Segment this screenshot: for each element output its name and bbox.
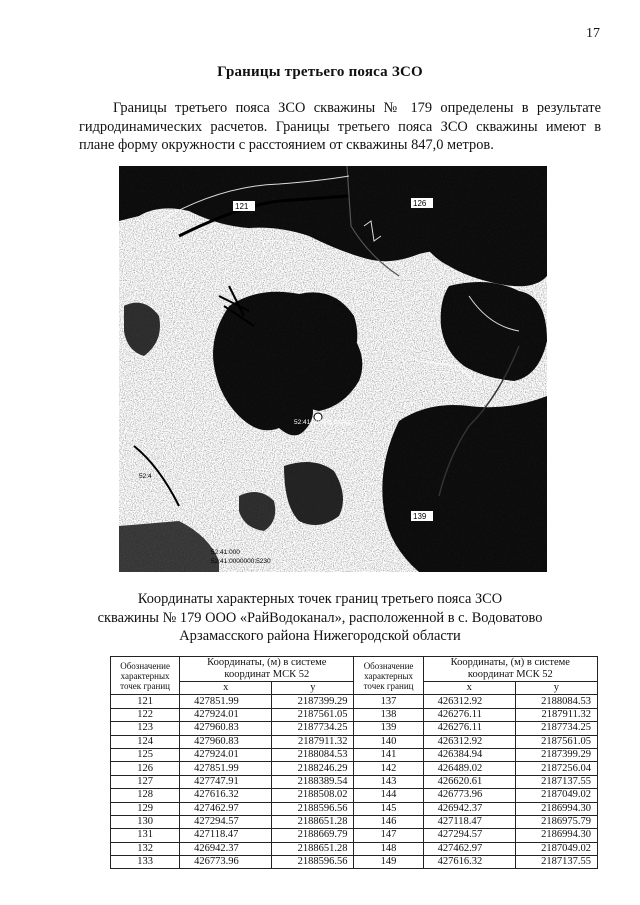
map-texture (119, 166, 547, 572)
cell-y: 2186975.79 (515, 815, 597, 828)
cell-y: 2188246.29 (272, 762, 354, 775)
cell-point: 147 (354, 829, 423, 842)
table-row (111, 695, 598, 708)
cell-x: 426942.37 (423, 802, 515, 815)
caption-line-2: скважины № 179 ООО «РайВодоканал», расположенной в с. Водоватово (97, 609, 543, 626)
cell-x: 427960.83 (180, 722, 272, 735)
table-row (111, 842, 598, 855)
cell-x: 427747.91 (180, 775, 272, 788)
cell-y: 2187734.25 (515, 722, 597, 735)
cell-point: 139 (354, 722, 423, 735)
cell-y: 2187137.55 (515, 856, 597, 869)
header-x-right: x (423, 682, 515, 695)
cell-point: 133 (111, 856, 180, 869)
cell-x: 427616.32 (180, 789, 272, 802)
map-label-139: 139 (413, 512, 427, 521)
caption-line-1: Координаты характерных точек границ третьего пояса ЗСО (137, 591, 503, 607)
zone-boundary-map (119, 166, 547, 572)
cell-x: 426384.94 (423, 748, 515, 761)
cell-point: 146 (354, 815, 423, 828)
map-label-cadastral-center: 52:41:0000000:1032 (294, 419, 354, 426)
cell-point: 129 (111, 802, 180, 815)
cell-x: 427851.99 (180, 695, 272, 708)
table-caption (0, 590, 640, 646)
cell-y: 2187256.04 (515, 762, 597, 775)
cell-point: 132 (111, 842, 180, 855)
table-header-row (111, 657, 598, 682)
header-coords-left: Координаты, (м) в системе координат МСК 52 (180, 657, 354, 682)
cell-point: 131 (111, 829, 180, 842)
cell-point: 125 (111, 748, 180, 761)
cell-x: 426773.96 (180, 856, 272, 869)
cell-point: 148 (354, 842, 423, 855)
cell-y: 2187049.02 (515, 789, 597, 802)
cell-x: 426312.92 (423, 695, 515, 708)
cell-x: 427851.99 (180, 762, 272, 775)
cell-point: 127 (111, 775, 180, 788)
cell-y: 2188596.56 (272, 802, 354, 815)
cell-y: 2188596.56 (272, 856, 354, 869)
cell-y: 2186994.30 (515, 802, 597, 815)
header-y-left: y (272, 682, 354, 695)
cell-y: 2187137.55 (515, 775, 597, 788)
cell-y: 2188651.28 (272, 842, 354, 855)
map-label-bottom-1: 52:41:000 (211, 549, 240, 556)
header-point-left: Обозначение характерных точек границ (111, 657, 180, 695)
cell-y: 2187911.32 (515, 708, 597, 721)
cell-y: 2188651.28 (272, 815, 354, 828)
cell-x: 427924.01 (180, 748, 272, 761)
cell-y: 2187561.05 (515, 735, 597, 748)
header-coords-right: Координаты, (м) в системе координат МСК 52 (423, 657, 597, 682)
cell-y: 2188508.02 (272, 789, 354, 802)
caption-line-3: Арзамасского района Нижегородской области (179, 628, 461, 644)
body-paragraph: Границы третьего пояса ЗСО скважины № 179 определены в результате гидродинамических расчетов. Границы третьего пояса ЗСО скважины имеют в плане форму окружности с расстоянием от скважины 847,0 метров. (79, 100, 601, 153)
cell-y: 2187561.05 (272, 708, 354, 721)
table-row (111, 762, 598, 775)
table-row (111, 802, 598, 815)
header-point-right: Обозначение характерных точек границ (354, 657, 423, 695)
cell-x: 427462.97 (423, 842, 515, 855)
cell-point: 123 (111, 722, 180, 735)
cell-x: 426773.96 (423, 789, 515, 802)
cell-x: 426942.37 (180, 842, 272, 855)
cell-point: 145 (354, 802, 423, 815)
cell-point: 144 (354, 789, 423, 802)
cell-point: 128 (111, 789, 180, 802)
cell-x: 427118.47 (180, 829, 272, 842)
table-row (111, 775, 598, 788)
table-row (111, 815, 598, 828)
cell-point: 121 (111, 695, 180, 708)
cell-point: 143 (354, 775, 423, 788)
map-label-left: 52:4 (139, 473, 152, 480)
cell-y: 2187911.32 (272, 735, 354, 748)
table-row (111, 748, 598, 761)
cell-x: 427462.97 (180, 802, 272, 815)
cell-point: 124 (111, 735, 180, 748)
page-heading: Границы третьего пояса ЗСО (217, 64, 423, 80)
cell-x: 426620.61 (423, 775, 515, 788)
cell-x: 427616.32 (423, 856, 515, 869)
cell-x: 426276.11 (423, 708, 515, 721)
cell-point: 126 (111, 762, 180, 775)
cell-point: 137 (354, 695, 423, 708)
map-label-126: 126 (413, 199, 427, 208)
cell-y: 2187399.29 (515, 748, 597, 761)
cell-point: 122 (111, 708, 180, 721)
cell-x: 426276.11 (423, 722, 515, 735)
cell-point: 141 (354, 748, 423, 761)
cell-x: 426312.92 (423, 735, 515, 748)
table-row (111, 708, 598, 721)
header-x-left: x (180, 682, 272, 695)
cell-y: 2187734.25 (272, 722, 354, 735)
cell-y: 2188084.53 (272, 748, 354, 761)
table-row (111, 722, 598, 735)
cell-x: 426489.02 (423, 762, 515, 775)
cell-point: 130 (111, 815, 180, 828)
header-y-right: y (515, 682, 597, 695)
cell-y: 2188669.79 (272, 829, 354, 842)
cell-y: 2187399.29 (272, 695, 354, 708)
cell-point: 138 (354, 708, 423, 721)
cell-x: 427294.57 (180, 815, 272, 828)
cell-x: 427960.83 (180, 735, 272, 748)
table-row (111, 856, 598, 869)
table-row (111, 735, 598, 748)
cell-point: 140 (354, 735, 423, 748)
cell-y: 2188084.53 (515, 695, 597, 708)
cell-x: 427294.57 (423, 829, 515, 842)
cell-y: 2188389.54 (272, 775, 354, 788)
cell-x: 427924.01 (180, 708, 272, 721)
map-image (119, 166, 547, 572)
cell-y: 2187049.02 (515, 842, 597, 855)
cell-x: 427118.47 (423, 815, 515, 828)
coordinates-table (110, 656, 598, 869)
cell-point: 142 (354, 762, 423, 775)
page-number: 17 (586, 26, 600, 41)
map-label-121: 121 (235, 202, 249, 211)
cell-point: 149 (354, 856, 423, 869)
table-row (111, 829, 598, 842)
map-label-bottom-2: 52:41:0000000:5230 (211, 558, 271, 565)
table-row (111, 789, 598, 802)
cell-y: 2186994.30 (515, 829, 597, 842)
